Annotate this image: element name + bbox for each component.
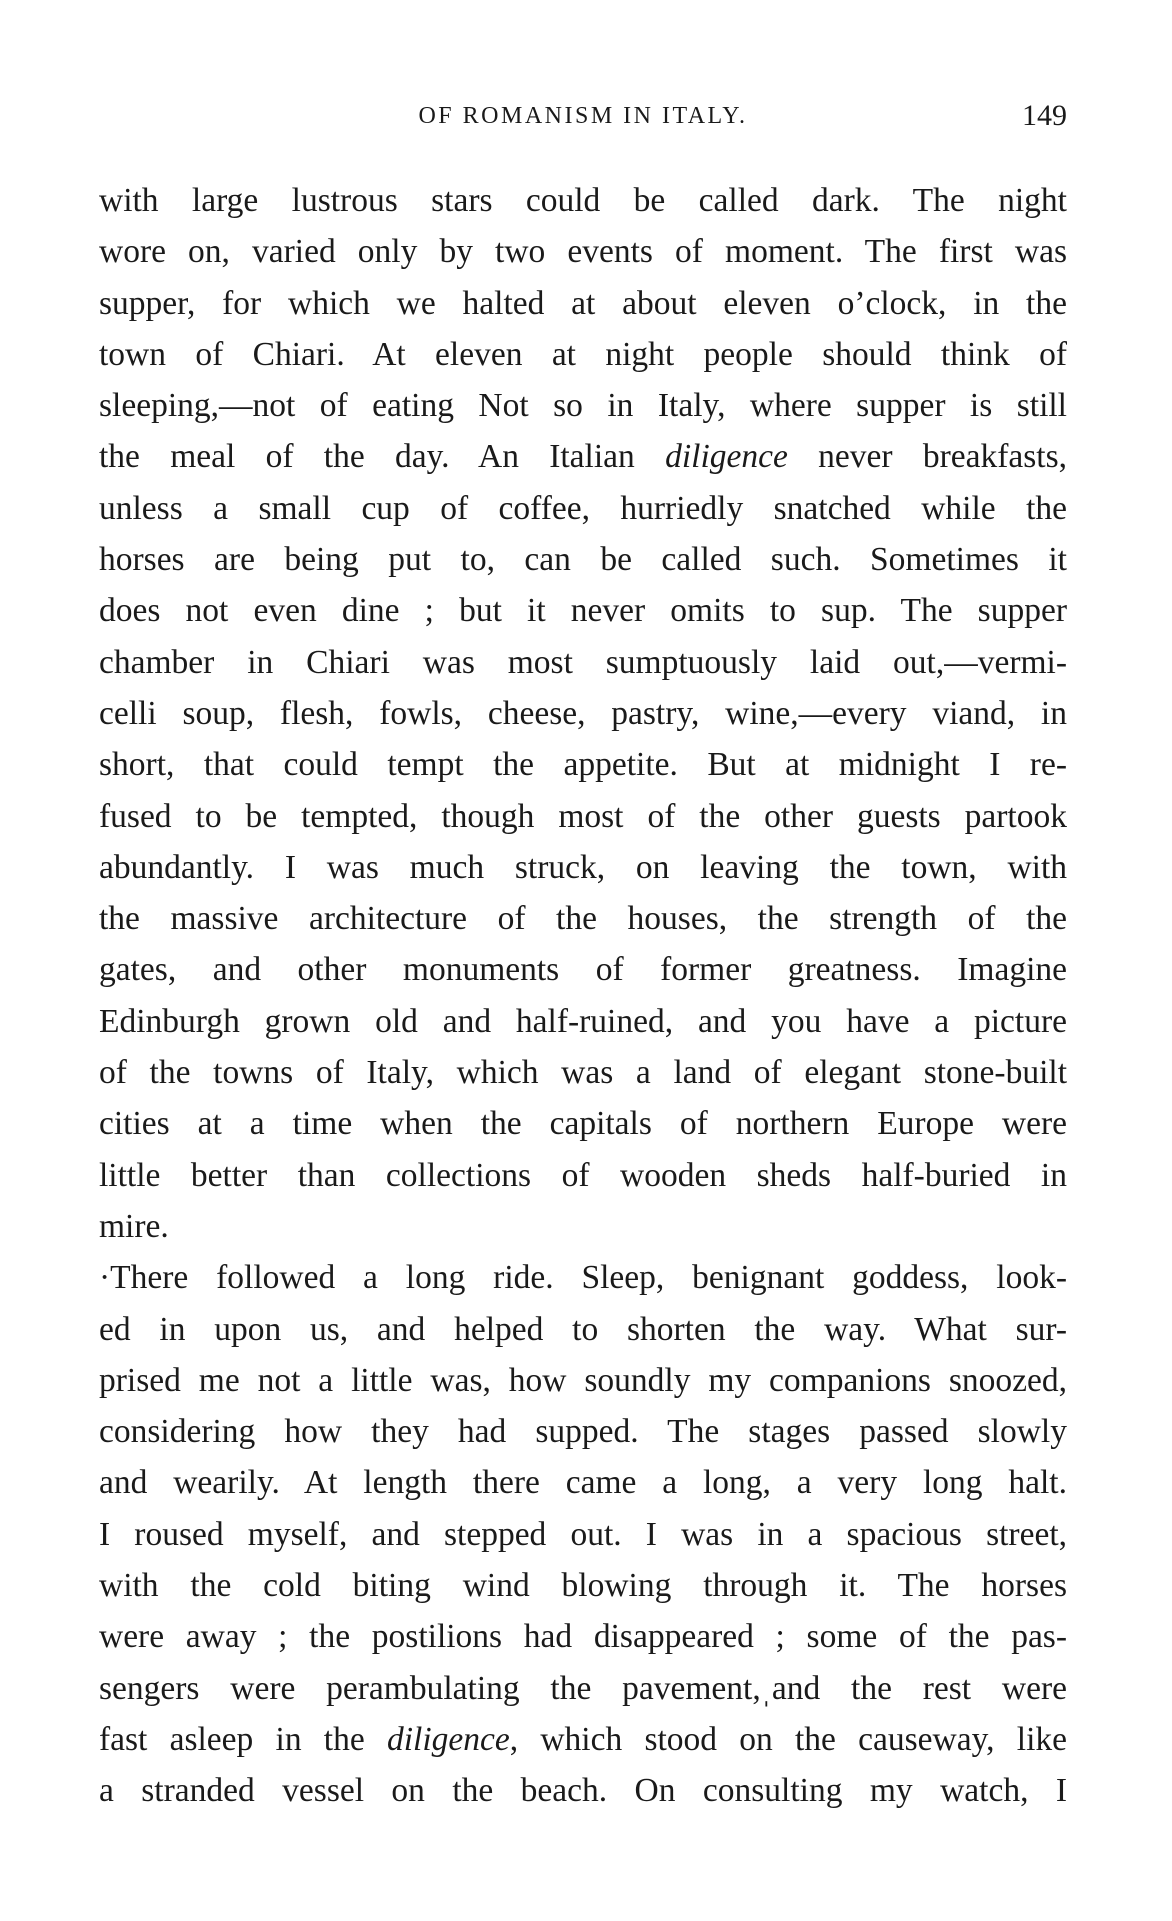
text-line bbox=[99, 893, 1067, 944]
text-segment: does not even dine ; but it never omits to sup. The supper bbox=[99, 592, 1067, 630]
text-line bbox=[99, 380, 1067, 431]
text-line bbox=[99, 996, 1067, 1047]
text-segment: of the towns of Italy, which was a land of elegant stone-built bbox=[99, 1054, 1067, 1092]
text-segment: with the cold biting wind blowing through it. The horses bbox=[99, 1567, 1067, 1605]
text-segment: supper, for which we halted at about eleven o’clock, in the bbox=[99, 284, 1067, 322]
text-segment: a stranded vessel on the beach. On consulting my watch, I bbox=[99, 1772, 1067, 1810]
text-segment: were away ; the postilions had disappeared ; some of the pas- bbox=[99, 1618, 1067, 1656]
text-segment: ed in upon us, and helped to shorten the way. What sur- bbox=[99, 1310, 1067, 1348]
text-line bbox=[99, 637, 1067, 688]
text-segment: the meal of the day. An Italian bbox=[99, 438, 666, 476]
text-line bbox=[99, 1560, 1067, 1611]
text-line bbox=[99, 1611, 1067, 1662]
text-line bbox=[99, 1765, 1067, 1816]
text-line bbox=[99, 329, 1067, 380]
text-line bbox=[99, 791, 1067, 842]
text-segment: little better than collections of wooden sheds half-buried in bbox=[99, 1156, 1067, 1194]
text-line bbox=[99, 1457, 1067, 1508]
text-segment: mire. bbox=[99, 1207, 169, 1245]
text-segment: ·There followed a long ride. Sleep, benignant goddess, look- bbox=[99, 1259, 1067, 1297]
text-line bbox=[99, 226, 1067, 277]
text-segment: wore on, varied only by two events of moment. The first was bbox=[99, 233, 1067, 271]
text-segment: fast asleep in the bbox=[99, 1720, 387, 1758]
text-line bbox=[99, 1098, 1067, 1149]
text-line bbox=[99, 1252, 1067, 1303]
text-segment: celli soup, flesh, fowls, cheese, pastry, wine,—every viand, in bbox=[99, 694, 1067, 732]
text-segment: sengers were perambulating the pavement,ˌand the rest were bbox=[99, 1669, 1067, 1707]
running-head bbox=[99, 96, 1067, 136]
text-segment: considering how they had supped. The stages passed slowly bbox=[99, 1413, 1067, 1451]
text-line bbox=[99, 1663, 1067, 1714]
text-segment: prised me not a little was, how soundly my companions snoozed, bbox=[99, 1361, 1067, 1399]
text-line bbox=[99, 842, 1067, 893]
text-segment: cities at a time when the capitals of northern Europe were bbox=[99, 1105, 1067, 1143]
text-line bbox=[99, 1150, 1067, 1201]
text-segment: horses are being put to, can be called such. Sometimes it bbox=[99, 541, 1067, 579]
italic-word: diligence bbox=[386, 1720, 510, 1758]
text-segment: unless a small cup of coffee, hurriedly snatched while the bbox=[99, 489, 1067, 527]
text-segment: I roused myself, and stepped out. I was in a spacious street, bbox=[99, 1515, 1067, 1553]
text-segment: sleeping,—not of eating Not so in Italy, where supper is still bbox=[99, 387, 1067, 425]
text-segment: the massive architecture of the houses, the strength of the bbox=[99, 900, 1067, 938]
text-line bbox=[99, 1509, 1067, 1560]
italic-word: diligence bbox=[665, 438, 788, 476]
text-segment: town of Chiari. At eleven at night people should think of bbox=[99, 335, 1067, 373]
text-line bbox=[99, 1047, 1067, 1098]
text-line bbox=[99, 1355, 1067, 1406]
page-number: 149 bbox=[1022, 99, 1067, 132]
text-segment: Edinburgh grown old and half-ruined, and you have a picture bbox=[99, 1002, 1067, 1040]
text-line bbox=[99, 175, 1067, 226]
text-segment: never breakfasts, bbox=[787, 438, 1067, 476]
text-line bbox=[99, 1201, 1067, 1252]
text-line bbox=[99, 278, 1067, 329]
text-segment: fused to be tempted, though most of the other guests partook bbox=[99, 797, 1067, 835]
text-line bbox=[99, 1714, 1067, 1765]
text-line bbox=[99, 431, 1067, 482]
body-text bbox=[99, 175, 1067, 1817]
text-segment: abundantly. I was much struck, on leaving the town, with bbox=[99, 848, 1067, 886]
text-segment: and wearily. At length there came a long, a very long halt. bbox=[99, 1464, 1067, 1502]
text-line bbox=[99, 483, 1067, 534]
text-line bbox=[99, 1304, 1067, 1355]
text-line bbox=[99, 1406, 1067, 1457]
text-segment: short, that could tempt the appetite. But at midnight I re- bbox=[99, 746, 1067, 784]
text-line bbox=[99, 534, 1067, 585]
text-segment: , which stood on the causeway, like bbox=[509, 1720, 1067, 1758]
text-line bbox=[99, 944, 1067, 995]
text-line bbox=[99, 688, 1067, 739]
text-segment: chamber in Chiari was most sumptuously laid out,—vermi- bbox=[99, 643, 1067, 681]
text-segment: gates, and other monuments of former greatness. Imagine bbox=[99, 951, 1067, 989]
text-segment: with large lustrous stars could be called dark. The night bbox=[99, 182, 1067, 219]
text-line bbox=[99, 739, 1067, 790]
text-line bbox=[99, 585, 1067, 636]
running-title: OF ROMANISM IN ITALY. bbox=[418, 103, 748, 129]
